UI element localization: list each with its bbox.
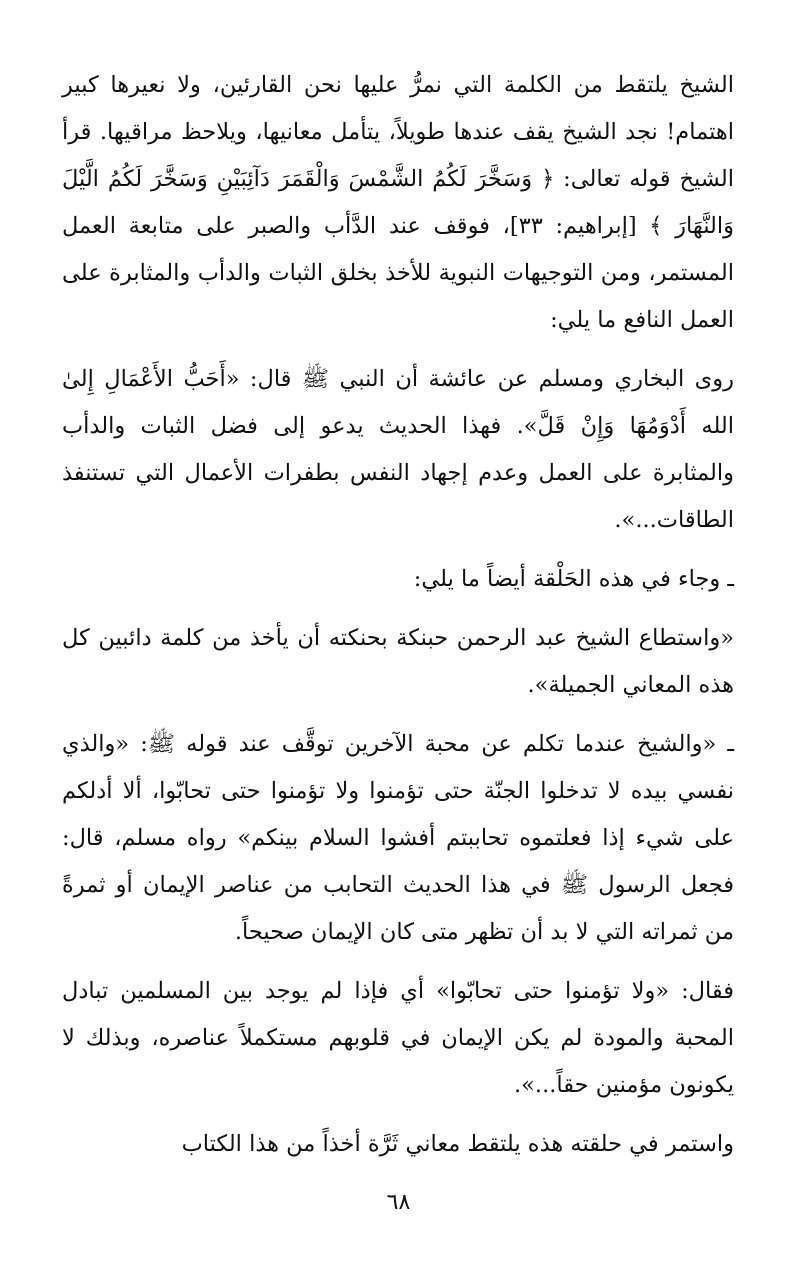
paragraph-daibin: «واستطاع الشيخ عبد الرحمن حبنكة بحنكته أن يأخذ من كلمة دائبين كل هذه المعاني الجميلة». [62, 625, 734, 698]
paragraph-halqa-intro: ـ وجاء في هذه الحَلْقة أيضاً ما يلي: [413, 566, 734, 592]
page-number: ٦٨ [386, 1190, 411, 1215]
page-body [62, 62, 734, 1168]
paragraph-love-others: ـ «والشيخ عندما تكلم عن محبة الآخرين توقَّف عند قوله ﷺ: «والذي نفسي بيده لا تدخلوا الجنّة حتى تؤمنوا ولا تؤمنوا حتى تحابّوا، ألا أدلكم على شيء إذا فعلتموه تحاببتم أفشوا السلام بينكم» رواه مسلم، قال: فجعل الرسول ﷺ في هذا الحديث التحابب من عناصر الإيمان أو ثمرةً من ثمراته التي لا بد أن تظهر متى كان الإيمان صحيحاً. [62, 731, 734, 945]
paragraph-hadith-aisha: روى البخاري ومسلم عن عائشة أن النبي ﷺ قال: «أَحَبُّ الأَعْمَالِ إِلىٰ الله أَدْوَمُهَا وَإِنْ قَلَّ». فهذا الحديث يدعو إلى فضل الثبات والدأب والمثابرة على العمل وعدم إجهاد النفس بطفرات الأعمال التي تستنفذ الطاقات...». [62, 366, 734, 533]
paragraph-explanation: فقال: «ولا تؤمنوا حتى تحابّوا» أي فإذا لم يوجد بين المسلمين تبادل المحبة والمودة لم يكن الإيمان في قلوبهم مستكملاً عناصره، وبذلك لا يكونون مؤمنين حقاً...». [62, 978, 734, 1098]
paragraph-continuation: واستمر في حلقته هذه يلتقط معاني ثَرَّة أخذاً من هذا الكتاب [181, 1131, 734, 1157]
paragraph-intro: الشيخ يلتقط من الكلمة التي نمرُّ عليها نحن القارئين، ولا نعيرها كبير اهتمام! نجد الشيخ يقف عندها طويلاً، يتأمل معانيها، ويلاحظ مراقيها. قرأ الشيخ قوله تعالى: ﴿ وَسَخَّرَ لَكُمُ الشَّمْسَ وَالْقَمَرَ دَآئِبَيْنِ وَسَخَّرَ لَكُمُ الَّيْلَ وَالنَّهَارَ ﴾ [إبراهيم: ٣٣]، فوقف عند الدَّأب والصبر على متابعة العمل المستمر، ومن التوجيهات النبوية للأخذ بخلق الثبات والدأب والمثابرة على العمل النافع ما يلي: [62, 72, 734, 333]
